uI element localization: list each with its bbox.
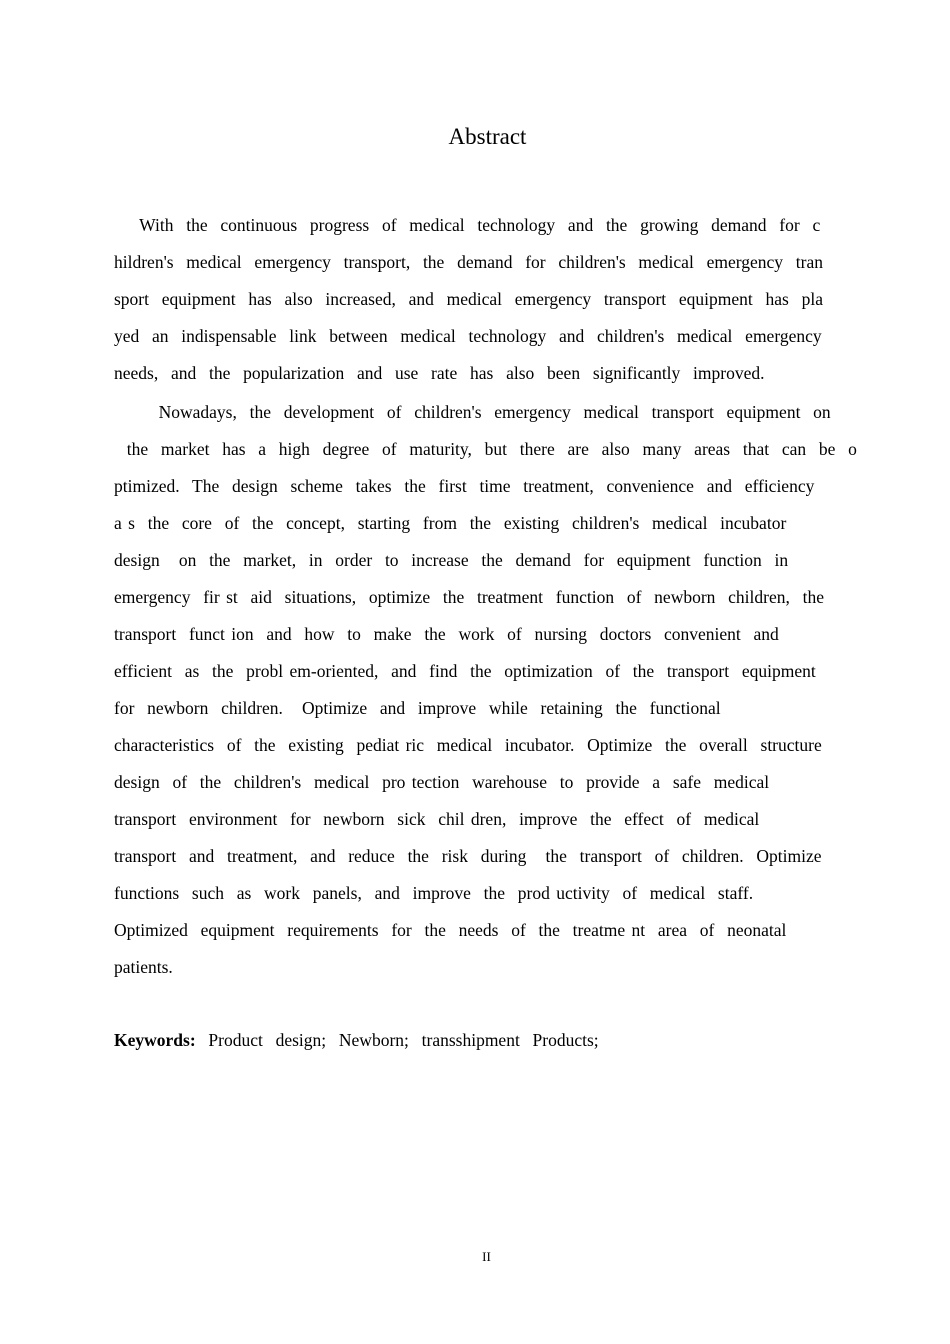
text-line: transport environment for newborn sick chil dren, improve the effect of medical [114,809,760,829]
text-line: design on the market, in order to increase the demand for equipment function in [114,550,789,570]
text-line: ptimized. The design scheme takes the first time treatment, convenience and efficiency [114,476,815,496]
paragraph-2 [114,394,857,986]
text-line: needs, and the popularization and use rate has also been significantly improved. [114,363,765,383]
paragraph-1 [114,207,850,392]
page-number: II [482,1249,491,1264]
text-line: characteristics of the existing pediat ric medical incubator. Optimize the overall structure [114,735,822,755]
text-line: hildren's medical emergency transport, the demand for children's medical emergency tran [114,252,823,272]
text-line: design of the children's medical pro tection warehouse to provide a safe medical [114,772,770,792]
text-line: functions such as work panels, and improve the prod uctivity of medical staff. [114,883,754,903]
text-line: With the continuous progress of medical technology and the growing demand for c [114,215,821,235]
text-line: Optimized equipment requirements for the needs of the treatme nt area of neonatal [114,920,787,940]
text-line: yed an indispensable link between medical technology and children's medical emergency [114,326,822,346]
text-line: for newborn children. Optimize and improve while retaining the functional [114,698,721,718]
text-line: sport equipment has also increased, and medical emergency transport equipment has pla [114,289,823,309]
keywords-text: Product design; Newborn; transshipment Products; [195,1030,599,1050]
text-line: efficient as the probl em-oriented, and find the optimization of the transport equipment [114,661,816,681]
text-line: the market has a high degree of maturity, but there are also many areas that can be o [114,439,857,459]
text-line: a s the core of the concept, starting from the existing children's medical incubator [114,513,787,533]
text-line: patients. [114,957,173,977]
text-line: transport funct ion and how to make the work of nursing doctors convenient and [114,624,779,644]
keywords-label: Keywords: [114,1030,196,1050]
page-title: Abstract [448,124,527,149]
keywords-line [114,1026,599,1054]
text-line: Nowadays, the development of children's emergency medical transport equipment on [114,402,831,422]
text-line: transport and treatment, and reduce the risk during the transport of children. Optimize [114,846,822,866]
abstract-body [114,207,857,986]
text-line: emergency fir st aid situations, optimize the treatment function of newborn children, the [114,587,825,607]
